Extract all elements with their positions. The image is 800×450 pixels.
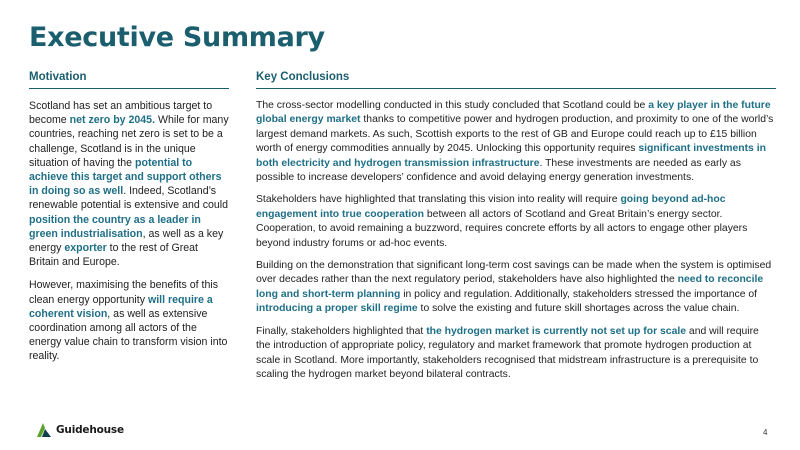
- body-text: to solve the existing and future skill shortages across the value chain.: [417, 303, 740, 315]
- body-text: While for many countries, reaching net zero is set to be a challenge, Scotland is in the unique situation of having the: [29, 114, 229, 169]
- body-text: in policy and regulation. Additionally, stakeholders stressed the importance of: [400, 288, 758, 300]
- highlighted-text: the hydrogen market is currently not set up for scale: [426, 325, 687, 337]
- conclusion-paragraph-2: [256, 193, 776, 251]
- body-text: between all actors of Scotland and Great Britain’s energy sector. Cooperation, to avoid remaining a buzzword, requires concrete efforts by all actors to engage other players beyond industry forums or ad-hoc events.: [256, 208, 748, 249]
- motivation-paragraph-2: [29, 278, 229, 363]
- highlighted-text: position the country as a leader in green industrialisation: [29, 213, 201, 240]
- body-text: The cross-sector modelling conducted in this study concluded that Scotland could be: [256, 100, 649, 111]
- body-text: Finally, stakeholders highlighted that: [256, 325, 427, 337]
- body-text: , as well as extensive coordination among all actors of the energy value chain to transform vision into reality.: [29, 307, 228, 363]
- body-text: and will require the introduction of appropriate policy, regulatory and market framework that promote hydrogen production at scale in Scotland. More importantly, stakeholders recognised that midstream infrastructure is a prerequisite to scaling the hydrogen market beyond bilateral contracts.: [256, 325, 759, 380]
- body-text: However, maximising the benefits of this clean energy opportunity: [29, 279, 219, 306]
- body-text: , as well as a key energy: [29, 227, 224, 255]
- guidehouse-logo: [36, 422, 124, 438]
- body-text: to the rest of Great Britain and Europe.: [29, 242, 199, 269]
- highlighted-text: exporter: [64, 242, 107, 255]
- highlighted-text: a key player in the future global energy market: [256, 100, 771, 126]
- body-text: thanks to competitive power and hydrogen production, and proximity to one of the world’s largest demand markets. As such, Scottish exports to the rest of GB and Europe could reach up to £15 billion worth of energy commodities annually by 2045. Unlocking this opportunity requires: [256, 114, 774, 155]
- conclusion-paragraph-3: [256, 259, 776, 317]
- highlighted-text: net zero by 2045.: [69, 114, 156, 127]
- highlighted-text: introducing a proper skill regime: [256, 303, 418, 315]
- body-text: Building on the demonstration that significant long-term cost savings can be made when the system is optimised over decades rather than the next regulatory period, stakeholders have also highlighted the: [256, 260, 772, 286]
- key-conclusions-column: [256, 71, 776, 390]
- motivation-column: [29, 71, 229, 373]
- body-text: Stakeholders have highlighted that translating this vision into reality will require: [256, 194, 621, 206]
- guidehouse-logo-icon: [36, 422, 52, 438]
- conclusion-paragraph-4: [256, 325, 776, 383]
- highlighted-text: going beyond ad-hoc engagement into true cooperation: [256, 194, 726, 220]
- conclusion-paragraph-1: [256, 99, 776, 185]
- highlighted-text: need to reconcile long and short-term planning: [256, 274, 764, 300]
- highlighted-text: significant investments in both electricity and hydrogen transmission infrastructure: [256, 143, 766, 169]
- motivation-paragraph-1: [29, 99, 229, 269]
- slide-title: Executive Summary: [29, 22, 325, 53]
- logo-text: Guidehouse: [56, 424, 124, 436]
- page-number: 4: [763, 428, 768, 437]
- key-conclusions-heading: Key Conclusions: [256, 71, 776, 89]
- body-text: Scotland has set an ambitious target to become: [29, 100, 213, 127]
- highlighted-text: will require a coherent vision: [29, 293, 213, 320]
- motivation-heading: Motivation: [29, 71, 229, 89]
- body-text: . Indeed, Scotland’s renewable potential is extensive and could: [29, 185, 229, 212]
- body-text: . These investments are needed as early as possible to increase developers’ confidence and avoid delaying energy generation investments.: [256, 157, 741, 184]
- highlighted-text: potential to achieve this target and support others in doing so as well: [29, 156, 222, 198]
